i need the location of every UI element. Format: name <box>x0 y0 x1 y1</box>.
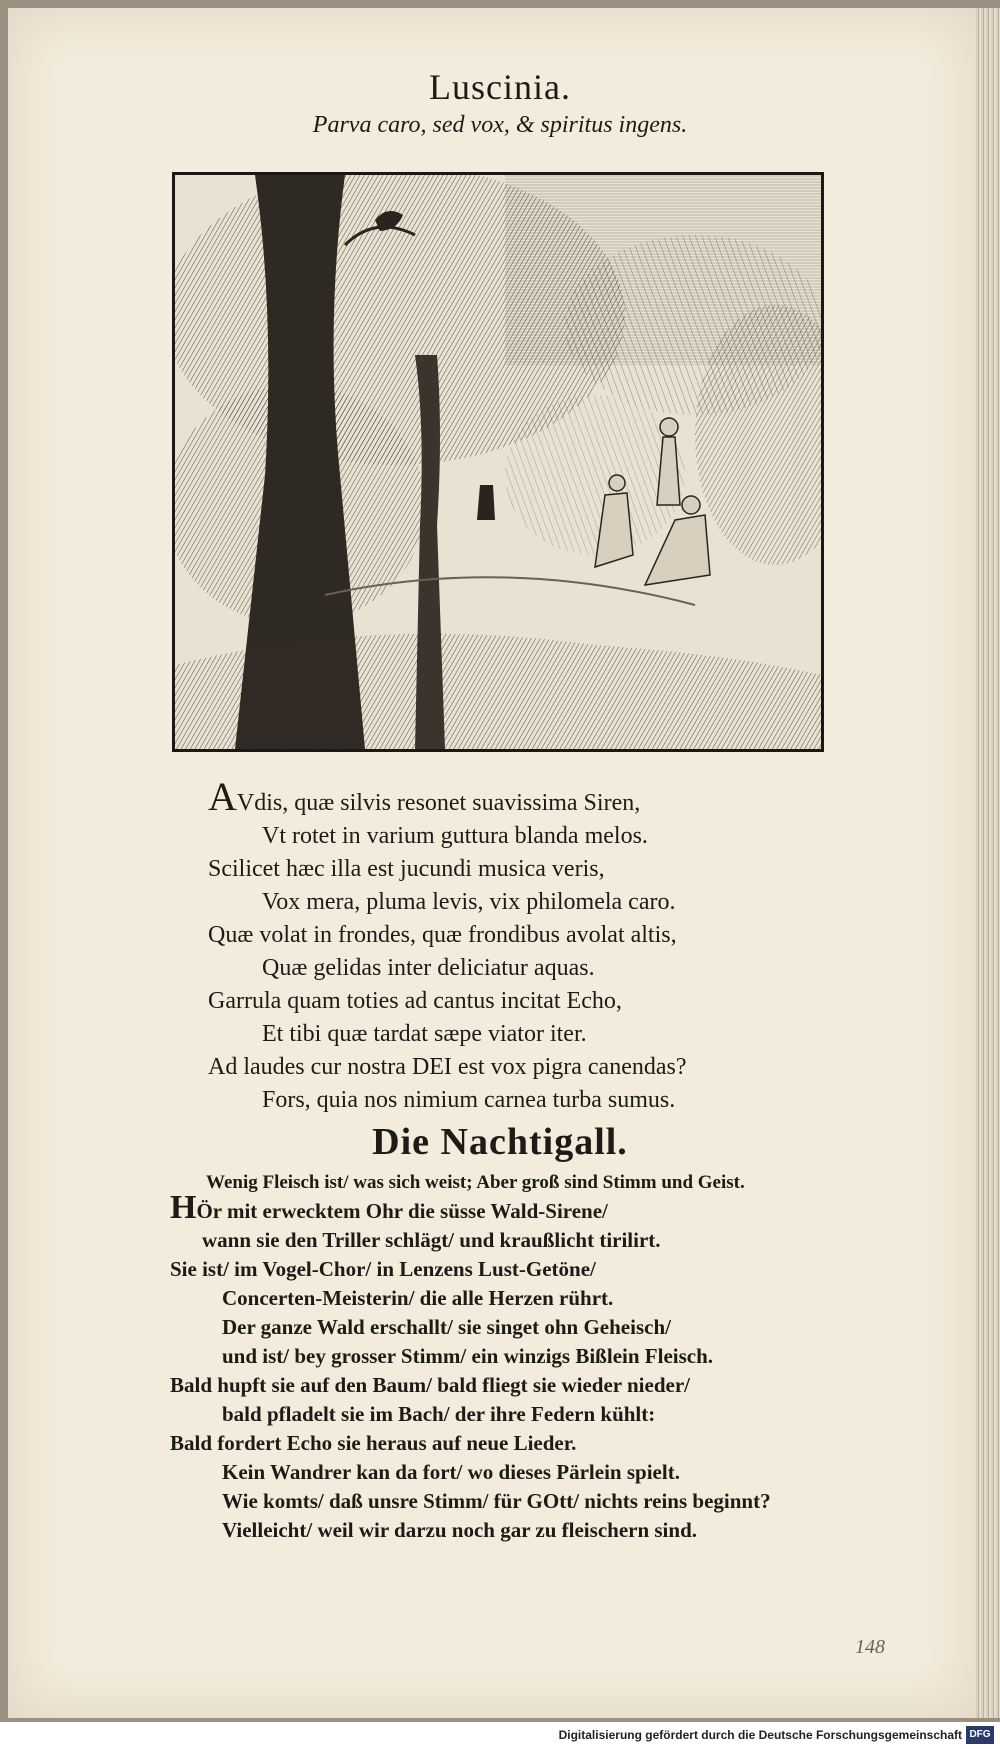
latin-line: AVdis, quæ silvis resonet suavissima Siren, <box>208 774 641 819</box>
footer-bar <box>0 1722 1000 1749</box>
german-line: Concerten-Meisterin/ die alle Herzen rührt. <box>222 1286 614 1310</box>
latin-line: Vt rotet in varium guttura blanda melos. <box>262 823 648 849</box>
latin-line: Scilicet hæc illa est jucundi musica veris, <box>208 856 605 882</box>
funding-credit: Digitalisierung gefördert durch die Deutsche Forschungsgemeinschaft <box>558 1728 962 1742</box>
german-title: Die Nachtigall. <box>372 1121 628 1163</box>
page-number: 148 <box>855 1636 885 1658</box>
german-dropcap: H <box>170 1189 197 1226</box>
latin-poem <box>208 774 908 1117</box>
emblem-title: Luscinia. <box>429 67 571 107</box>
german-line: Bald hupft sie auf den Baum/ bald fliegt sie wieder nieder/ <box>170 1373 690 1397</box>
latin-line: Fors, quia nos nimium carnea turba sumus. <box>262 1087 676 1113</box>
german-line: und ist/ bey grosser Stimm/ ein winzigs Bißlein Fleisch. <box>222 1344 714 1368</box>
german-line: HÖr mit erwecktem Ohr die süsse Wald-Sirene/ <box>170 1189 608 1226</box>
emblem-motto: Parva caro, sed vox, & spiritus ingens. <box>312 112 688 138</box>
german-line: Der ganze Wald erschallt/ sie singet ohn Geheisch/ <box>222 1315 671 1339</box>
german-line: bald pfladelt sie im Bach/ der ihre Federn kühlt: <box>222 1402 656 1426</box>
german-line: Bald fordert Echo sie heraus auf neue Lieder. <box>170 1431 577 1455</box>
latin-line: Ad laudes cur nostra DEI est vox pigra canendas? <box>208 1054 687 1080</box>
german-line: Sie ist/ im Vogel-Chor/ in Lenzens Lust-Getöne/ <box>170 1257 596 1281</box>
engraving-illustration <box>172 172 824 752</box>
page-edges <box>976 8 1000 1718</box>
german-line: Vielleicht/ weil wir darzu noch gar zu fleischern sind. <box>222 1518 698 1542</box>
latin-line: Vox mera, pluma levis, vix philomela caro. <box>262 889 676 915</box>
german-line: Kein Wandrer kan da fort/ wo dieses Pärlein spielt. <box>222 1460 680 1484</box>
dfg-logo-icon: DFG <box>966 1726 994 1744</box>
forest-scene-image <box>175 175 821 749</box>
latin-line: Quæ gelidas inter deliciatur aquas. <box>262 955 595 981</box>
latin-line: Et tibi quæ tardat sæpe viator iter. <box>262 1021 587 1047</box>
german-motto: Wenig Fleisch ist/ was sich weist; Aber groß sind Stimm und Geist. <box>206 1172 745 1193</box>
latin-line: Garrula quam toties ad cantus incitat Echo, <box>208 988 622 1014</box>
german-line: wann sie den Triller schlägt/ und kraußlicht tirilirt. <box>202 1228 661 1252</box>
latin-line: Quæ volat in frondes, quæ frondibus avolat altis, <box>208 922 677 948</box>
latin-dropcap: A <box>208 774 237 819</box>
german-poem <box>170 1168 960 1545</box>
german-line: Wie komts/ daß unsre Stimm/ für GOtt/ nichts reins beginnt? <box>222 1489 771 1513</box>
